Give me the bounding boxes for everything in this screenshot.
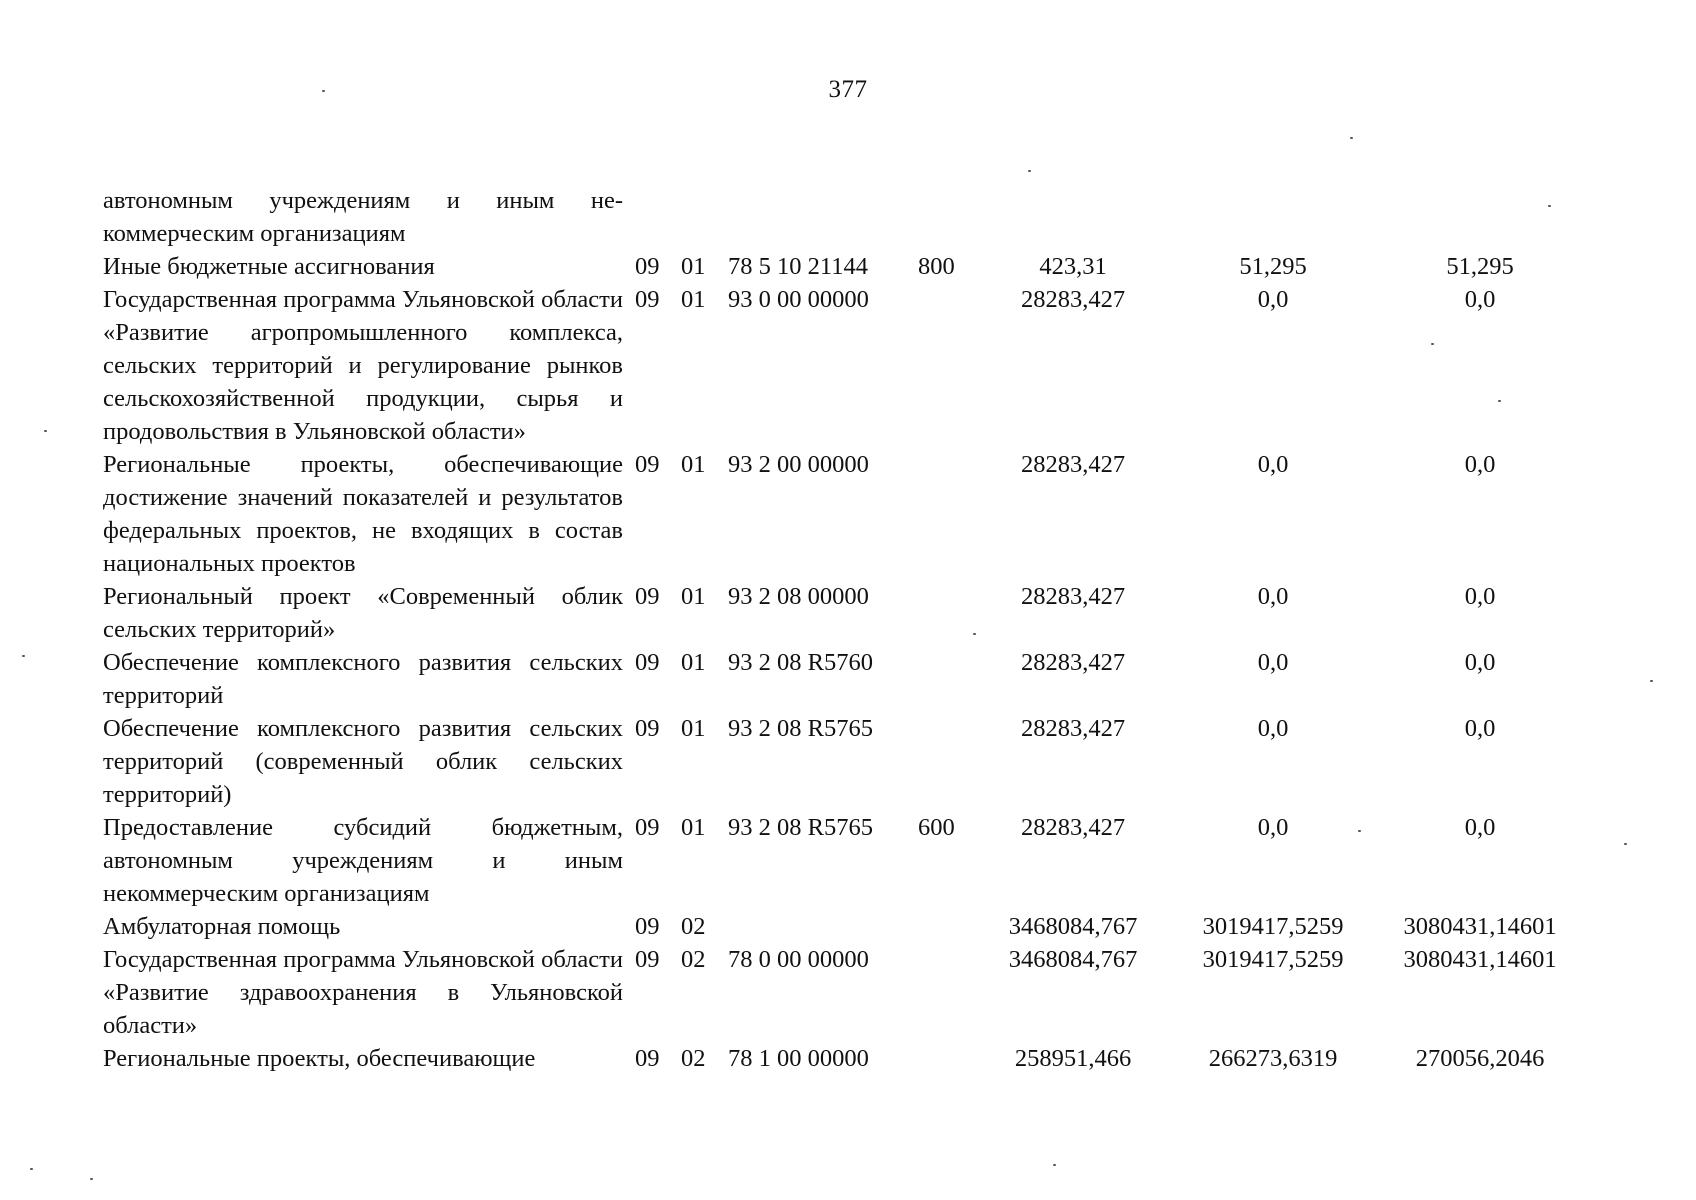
amount-year2: 0,0 — [1257, 649, 1289, 676]
amount-year3: 51,295 — [1446, 253, 1514, 280]
amount-year2: 3019417,5259 — [1202, 946, 1344, 973]
scan-speck — [1431, 343, 1434, 345]
table-row — [103, 646, 1603, 712]
amount-year2: 0,0 — [1257, 583, 1289, 610]
expense-type-code: 600 — [918, 814, 955, 841]
amount-year1: 258951,466 — [1014, 1045, 1132, 1072]
amount-year2: 3019417,5259 — [1202, 913, 1344, 940]
table-row — [103, 712, 1603, 811]
amount-year1: 28283,427 — [1020, 814, 1126, 841]
scan-speck — [22, 655, 25, 657]
scan-speck — [973, 633, 976, 635]
section-code: 09 — [635, 286, 660, 313]
target-article-code: 93 2 08 R5765 — [728, 715, 873, 742]
amount-year2: 266273,6319 — [1208, 1045, 1338, 1072]
subsection-code: 02 — [681, 946, 706, 973]
section-code: 09 — [635, 253, 660, 280]
subsection-code: 01 — [681, 583, 706, 610]
scan-speck — [1358, 830, 1361, 832]
amount-year1: 3468084,767 — [1008, 946, 1138, 973]
table-row — [103, 811, 1603, 910]
subsection-code: 01 — [681, 286, 706, 313]
target-article-code: 78 5 10 21144 — [728, 253, 868, 280]
amount-year1: 28283,427 — [1020, 583, 1126, 610]
subsection-code: 01 — [681, 715, 706, 742]
amount-year3: 0,0 — [1464, 286, 1496, 313]
scan-speck — [322, 90, 325, 92]
subsection-code: 01 — [681, 253, 706, 280]
amount-year1: 423,31 — [1039, 253, 1107, 280]
row-description: Региональные проекты, обеспечивающие достижение значений показателей и результатов федеральных проектов, не входящих в состав национальных проектов — [103, 451, 623, 577]
row-description: Амбулаторная помощь — [103, 913, 341, 940]
scan-speck — [90, 1178, 93, 1180]
target-article-code: 78 0 00 00000 — [728, 946, 869, 973]
expense-type-code: 800 — [918, 253, 955, 280]
amount-year2: 0,0 — [1257, 715, 1289, 742]
target-article-code: 93 2 00 00000 — [728, 451, 869, 478]
target-article-code: 93 2 08 R5765 — [728, 814, 873, 841]
row-description: автономным учреждениям и иным не-коммерческим организациям — [103, 187, 623, 247]
scan-speck — [1650, 680, 1653, 682]
table-row — [103, 184, 1603, 250]
amount-year1: 28283,427 — [1020, 451, 1126, 478]
table-row — [103, 250, 1603, 283]
target-article-code: 93 2 08 00000 — [728, 583, 869, 610]
scan-speck — [1028, 170, 1031, 172]
section-code: 09 — [635, 451, 660, 478]
scan-speck — [1548, 205, 1551, 207]
amount-year2: 0,0 — [1257, 451, 1289, 478]
amount-year3: 0,0 — [1464, 715, 1496, 742]
amount-year3: 0,0 — [1464, 583, 1496, 610]
scan-speck — [1624, 843, 1627, 845]
section-code: 09 — [635, 583, 660, 610]
scan-speck — [1350, 137, 1353, 139]
amount-year1: 28283,427 — [1020, 715, 1126, 742]
section-code: 09 — [635, 814, 660, 841]
target-article-code: 93 0 00 00000 — [728, 286, 869, 313]
row-description: Региональный проект «Современный облик сельских территорий» — [103, 583, 623, 643]
target-article-code: 78 1 00 00000 — [728, 1045, 869, 1072]
amount-year2: 0,0 — [1257, 814, 1289, 841]
budget-table — [103, 184, 1603, 1075]
section-code: 09 — [635, 1045, 660, 1072]
scan-speck — [30, 1168, 33, 1170]
amount-year2: 0,0 — [1257, 286, 1289, 313]
scan-speck — [1053, 1164, 1056, 1166]
row-description: Предоставление субсидий бюджетным, автономным учреждениям и иным некоммерческим организациям — [103, 814, 623, 907]
row-description: Иные бюджетные ассигнования — [103, 253, 435, 280]
scan-speck — [1498, 400, 1501, 402]
scan-speck — [44, 430, 47, 432]
table-row — [103, 580, 1603, 646]
row-description: Государственная программа Ульяновской области «Развитие агропромышленного комплекса, сельских территорий и регулирование рынков сельскохозяйственной продукции, сырья и продовольствия в Ульяновской области» — [103, 286, 623, 445]
amount-year3: 3080431,14601 — [1403, 946, 1557, 973]
subsection-code: 02 — [681, 913, 706, 940]
table-row — [103, 283, 1603, 448]
row-description: Региональные проекты, обеспечивающие — [103, 1045, 536, 1072]
table-row — [103, 1042, 1603, 1075]
subsection-code: 01 — [681, 451, 706, 478]
amount-year3: 0,0 — [1464, 451, 1496, 478]
target-article-code: 93 2 08 R5760 — [728, 649, 873, 676]
section-code: 09 — [635, 913, 660, 940]
amount-year3: 0,0 — [1464, 814, 1496, 841]
amount-year3: 3080431,14601 — [1403, 913, 1557, 940]
row-description: Обеспечение комплексного развития сельских территорий (современный облик сельских территорий) — [103, 715, 623, 808]
subsection-code: 02 — [681, 1045, 706, 1072]
amount-year1: 28283,427 — [1020, 649, 1126, 676]
amount-year2: 51,295 — [1239, 253, 1307, 280]
section-code: 09 — [635, 715, 660, 742]
table-row — [103, 448, 1603, 580]
page-number: 377 — [828, 76, 868, 103]
amount-year1: 28283,427 — [1020, 286, 1126, 313]
table-row — [103, 910, 1603, 943]
table-row — [103, 943, 1603, 1042]
row-description: Государственная программа Ульяновской области «Развитие здравоохранения в Ульяновской области» — [103, 946, 623, 1039]
section-code: 09 — [635, 649, 660, 676]
subsection-code: 01 — [681, 814, 706, 841]
section-code: 09 — [635, 946, 660, 973]
amount-year3: 0,0 — [1464, 649, 1496, 676]
row-description: Обеспечение комплексного развития сельских территорий — [103, 649, 623, 709]
amount-year3: 270056,2046 — [1415, 1045, 1545, 1072]
subsection-code: 01 — [681, 649, 706, 676]
amount-year1: 3468084,767 — [1008, 913, 1138, 940]
